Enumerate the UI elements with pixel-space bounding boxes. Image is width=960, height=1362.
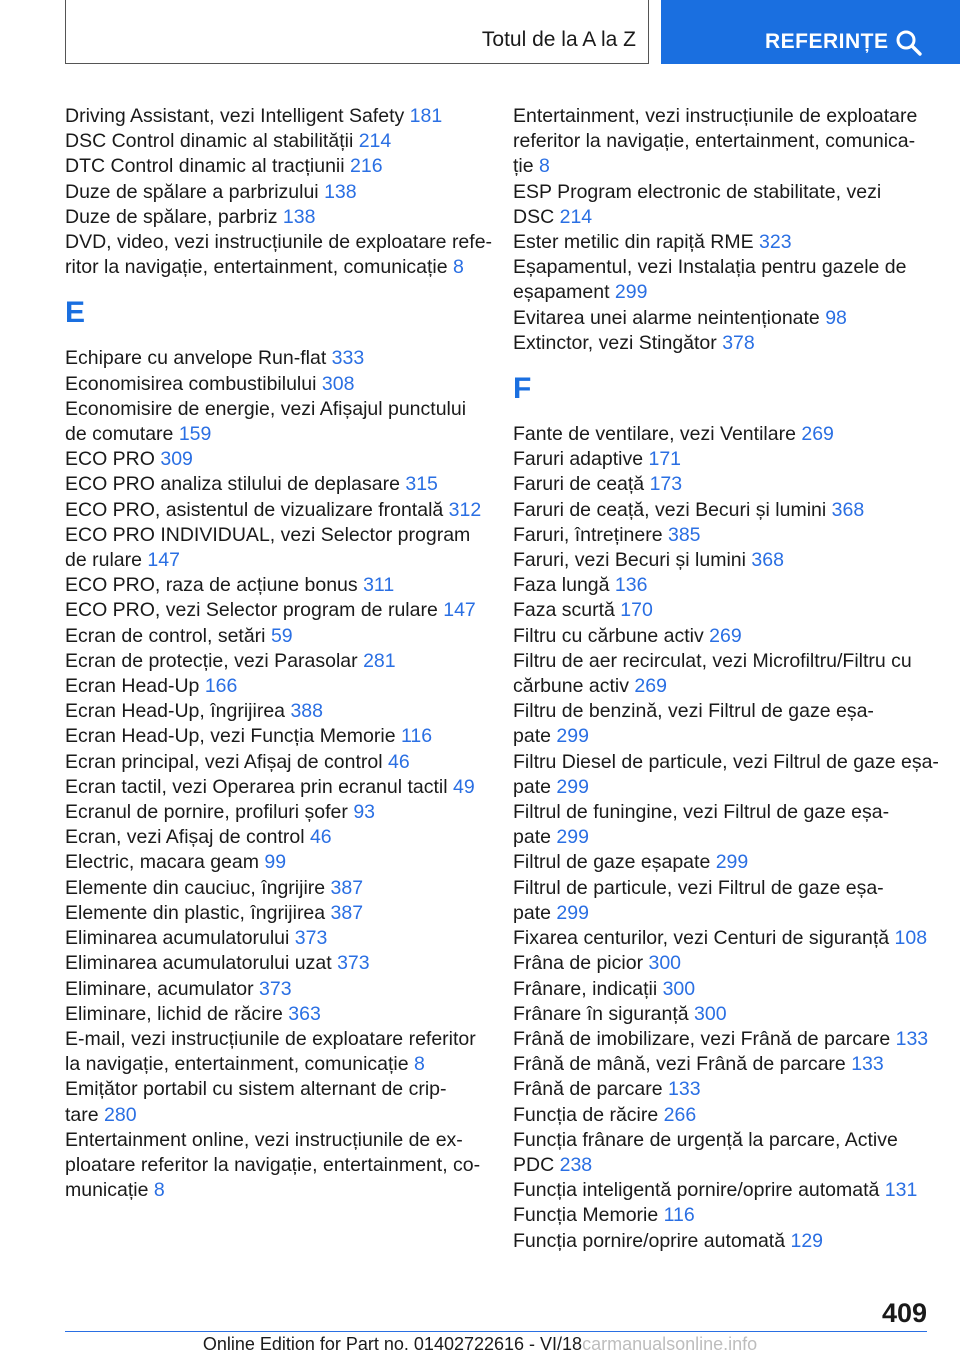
- page-link[interactable]: 300: [662, 977, 696, 1000]
- index-entry: [65, 1128, 485, 1204]
- entry-text: [65, 574, 394, 596]
- page-link[interactable]: 323: [759, 231, 792, 254]
- entry-text-line: Faruri de ceață: [513, 473, 650, 496]
- page-link[interactable]: 309: [160, 448, 193, 471]
- entry-text-line: Eliminarea acumulatorului: [65, 927, 295, 950]
- entry-text: [513, 280, 953, 305]
- page-link[interactable]: 181: [409, 105, 443, 127]
- entry-text-line: Frânare, indicații: [513, 977, 663, 1000]
- entry-text: [513, 473, 682, 495]
- page-link[interactable]: 8: [414, 1053, 425, 1076]
- entry-text-line: DSC Control dinamic al stabilității: [65, 130, 359, 153]
- entry-text: ESP Program electronic de stabilitate, vezi: [513, 180, 882, 203]
- entry-text: Filtrul de funingine, vezi Filtrul de gaze eșa‐: [513, 801, 890, 824]
- entry-text-line: Faruri, vezi Becuri și lumini: [513, 549, 752, 572]
- index-letter: E: [65, 296, 86, 330]
- entry-text: [65, 255, 485, 280]
- page-link[interactable]: 299: [556, 826, 589, 849]
- page-link[interactable]: 238: [559, 1153, 593, 1176]
- entry-text: [65, 373, 354, 395]
- index-entry: [513, 850, 953, 875]
- page-link[interactable]: 315: [405, 473, 438, 496]
- page-link[interactable]: 269: [634, 675, 667, 698]
- index-entry: [65, 346, 485, 371]
- entry-text-line: Eliminare, lichid de răcire: [65, 1002, 289, 1025]
- entry-text-line: Faruri de ceață, vezi Becuri și lumini: [513, 498, 832, 521]
- entry-text: [513, 825, 953, 850]
- page-link[interactable]: 136: [614, 574, 648, 597]
- index-column-left: [65, 104, 493, 1203]
- index-entry: [65, 951, 485, 976]
- entry-text: DVD, video, vezi instrucțiunile de exploatare refe‐: [65, 231, 493, 254]
- page-link[interactable]: 388: [290, 700, 323, 723]
- index-entry: [513, 699, 953, 749]
- entry-text: [513, 927, 927, 949]
- entry-text: [65, 725, 432, 747]
- index-entry: [65, 598, 485, 623]
- index-entry: [513, 977, 953, 1002]
- section-title: Totul de la A la Z: [481, 28, 636, 51]
- entry-text: [65, 625, 293, 647]
- page-link[interactable]: 214: [559, 205, 593, 228]
- page-link[interactable]: 387: [330, 876, 364, 899]
- entry-text: Filtru de aer recirculat, vezi Microfiltru/Filtru cu: [513, 649, 912, 672]
- index-entry: [65, 397, 485, 447]
- entry-text-line: Elemente din plastic, îngrijirea: [65, 901, 331, 924]
- index-entry: [65, 699, 485, 724]
- entry-text: [513, 574, 647, 596]
- index-entry: [65, 674, 485, 699]
- index-entry: [513, 649, 953, 699]
- entry-text-line: Ecran de protecție, vezi Parasolar: [65, 649, 364, 672]
- page-link[interactable]: 214: [358, 130, 392, 153]
- page-link[interactable]: 363: [288, 1002, 321, 1025]
- index-entry: [513, 1178, 953, 1203]
- index-entry: [65, 775, 485, 800]
- page-link[interactable]: 59: [270, 624, 293, 647]
- page-link[interactable]: 299: [556, 725, 589, 748]
- entry-text-line: Ester metilic din rapiță RME: [513, 231, 759, 254]
- page-link[interactable]: 129: [790, 1229, 824, 1252]
- entry-text: [513, 423, 834, 445]
- entry-text-line: Ecran de control, setări: [65, 624, 271, 647]
- entry-text-line: Fante de ventilare, vezi Ventilare: [513, 423, 802, 446]
- entry-text-line: ECO PRO, raza de acțiune bonus: [65, 574, 364, 597]
- entry-text: [65, 877, 363, 899]
- entry-text: [513, 1104, 696, 1126]
- index-entry: [513, 951, 953, 976]
- page-link[interactable]: 387: [330, 901, 364, 924]
- entry-text: [513, 1028, 928, 1050]
- entry-text-line: Funcția inteligentă pornire/oprire automată: [513, 1179, 885, 1202]
- index-entry: [65, 129, 485, 154]
- index-entry: [513, 1128, 953, 1178]
- entry-text-line: DSC: [513, 205, 560, 228]
- header-section-box: [65, 0, 649, 64]
- entry-text: Economisire de energie, vezi Afișajul punctului: [65, 397, 467, 420]
- entry-text-line: Filtrul de gaze eșapate: [513, 851, 716, 874]
- entry-text: Eșapamentul, vezi Instalația pentru gazele de: [513, 256, 907, 279]
- entry-text-line: ECO PRO, vezi Selector program de rulare: [65, 599, 444, 622]
- entry-text: Entertainment online, vezi instrucțiunile de ex‐: [65, 1128, 463, 1151]
- entry-text-line: ECO PRO: [65, 448, 161, 471]
- entry-text: [65, 155, 383, 177]
- entry-text-line: Duze de spălare a parbrizului: [65, 180, 325, 203]
- page-link[interactable]: 368: [751, 549, 784, 572]
- page-link[interactable]: 308: [321, 372, 355, 395]
- page-link[interactable]: 8: [153, 1179, 165, 1202]
- entry-text: [65, 422, 485, 447]
- page-link[interactable]: 173: [649, 473, 683, 496]
- page-link[interactable]: 159: [178, 423, 212, 446]
- entry-text-line: Elemente din cauciuc, îngrijire: [65, 876, 331, 899]
- index-entry: [513, 447, 953, 472]
- entry-text: [513, 625, 742, 647]
- entry-text-line: ritor la navigație, entertainment, comunicație: [65, 256, 454, 279]
- watermark: carmanualsonline.info: [582, 1334, 758, 1354]
- entry-text-line: Filtru cu cărbune activ: [513, 624, 710, 647]
- entry-text: Filtru Diesel de particule, vezi Filtrul de gaze eșa‐: [513, 750, 939, 773]
- entry-text-line: Evitarea unei alarme neintenționate: [513, 306, 826, 329]
- index-entry: [513, 598, 953, 623]
- index-entry: [513, 331, 953, 356]
- page-link[interactable]: 170: [620, 599, 653, 622]
- entry-text-line: municație: [65, 1179, 154, 1202]
- entry-text: [65, 801, 375, 823]
- entry-text: [513, 901, 953, 926]
- footer-edition: [0, 1334, 960, 1355]
- entry-text-line: Ecran principal, vezi Afișaj de control: [65, 750, 388, 773]
- page-link[interactable]: 373: [294, 927, 328, 950]
- entry-text-line: DTC Control dinamic al tracțiunii: [65, 155, 351, 178]
- entry-text: [513, 674, 953, 699]
- index-entry: [513, 104, 953, 180]
- page-link[interactable]: 280: [104, 1103, 137, 1126]
- index-entry: [65, 800, 485, 825]
- entry-text: [65, 751, 410, 773]
- page-link[interactable]: 99: [264, 851, 287, 874]
- entry-text: [65, 206, 315, 228]
- entry-text-line: Funcția de răcire: [513, 1103, 664, 1126]
- index-entry: [513, 1052, 953, 1077]
- entry-text-line: Funcția pornire/oprire automată: [513, 1229, 791, 1252]
- entry-text: [513, 307, 847, 329]
- page-link[interactable]: 46: [388, 750, 410, 773]
- entry-text-line: pate: [513, 901, 557, 924]
- index-entry: [513, 800, 953, 850]
- entry-text: [65, 473, 438, 495]
- page-link[interactable]: 299: [556, 901, 589, 924]
- index-entry: [65, 850, 485, 875]
- page-link[interactable]: 131: [884, 1179, 918, 1202]
- index-entry: [65, 104, 485, 129]
- entry-text: [65, 700, 323, 722]
- entry-text-line: Funcția Memorie: [513, 1204, 664, 1227]
- entry-text: [513, 724, 953, 749]
- entry-text: [513, 775, 953, 800]
- index-entry: [513, 255, 953, 305]
- entry-text-line: ECO PRO analiza stilului de deplasare: [65, 473, 406, 496]
- page-number: 409: [881, 1298, 927, 1328]
- index-entry: [65, 472, 485, 497]
- index-entry: [65, 1077, 485, 1127]
- page-link[interactable]: 300: [648, 952, 682, 975]
- index-entry: [513, 523, 953, 548]
- entry-text-line: eșapament: [513, 281, 615, 304]
- page-link[interactable]: 133: [668, 1078, 701, 1101]
- entry-text-line: de rulare: [65, 549, 148, 572]
- index-entry: [513, 1002, 953, 1027]
- footer-rule: [65, 1331, 927, 1332]
- entry-text-line: Frâna de picior: [513, 952, 649, 975]
- entry-text-line: tare: [65, 1103, 105, 1126]
- entry-text-line: Extinctor, vezi Stingător: [513, 331, 723, 354]
- entry-text-line: Ecran Head-Up, îngrijirea: [65, 700, 291, 723]
- entry-text: [65, 347, 364, 369]
- index-entry: [65, 649, 485, 674]
- page-link[interactable]: 373: [337, 952, 370, 975]
- index-entry: [513, 1077, 953, 1102]
- index-entry: [513, 573, 953, 598]
- entry-text-line: Frână de parcare: [513, 1078, 669, 1101]
- entry-text: Entertainment, vezi instrucțiunile de exploatare: [513, 105, 918, 127]
- entry-text: [513, 205, 953, 230]
- entry-text: [65, 826, 332, 848]
- index-entry: [65, 876, 485, 901]
- page-link[interactable]: 281: [363, 649, 396, 672]
- index-entry: [65, 724, 485, 749]
- entry-text: [513, 1003, 727, 1025]
- entry-text-line: Echipare cu anvelope Run-flat: [65, 347, 332, 370]
- index-entry: [513, 624, 953, 649]
- entry-text: ploatare referitor la navigație, entertainment, co‐: [65, 1153, 481, 1176]
- entry-text: [65, 1178, 485, 1203]
- entry-text: [513, 1204, 695, 1226]
- index-entry: [513, 498, 953, 523]
- page-link[interactable]: 49: [453, 775, 475, 798]
- page-link[interactable]: 8: [539, 155, 550, 178]
- index-entry: [513, 230, 953, 255]
- entry-text-line: ție: [513, 155, 540, 178]
- entry-text: referitor la navigație, entertainment, comunica‐: [513, 130, 916, 153]
- entry-text: [513, 549, 784, 571]
- index-entry: [513, 1103, 953, 1128]
- index-entry: [513, 422, 953, 447]
- page-link[interactable]: 138: [324, 180, 357, 203]
- entry-text-line: pate: [513, 826, 557, 849]
- entry-text: [513, 851, 748, 873]
- page-link[interactable]: 108: [894, 927, 928, 950]
- entry-text: [513, 1078, 701, 1100]
- entry-text: [65, 675, 237, 697]
- page-link[interactable]: 116: [663, 1204, 695, 1227]
- entry-text-line: Frână de mână, vezi Frână de parcare: [513, 1053, 852, 1076]
- page-link[interactable]: 300: [694, 1002, 727, 1025]
- page-link[interactable]: 216: [350, 155, 383, 178]
- entry-text-line: Ecran tactil, vezi Operarea prin ecranul tactil: [65, 775, 454, 798]
- index-entry: [65, 1027, 485, 1077]
- index-entry: [65, 573, 485, 598]
- entry-text: [65, 650, 396, 672]
- entry-text: [65, 902, 363, 924]
- entry-text-line: ECO PRO, asistentul de vizualizare frontală: [65, 498, 449, 521]
- index-entry: [513, 750, 953, 800]
- index-entry: [65, 372, 485, 397]
- edition-text: Online Edition for Part no. 01402722616 - VI/18: [202, 1334, 583, 1354]
- entry-text-line: Electric, macara geam: [65, 851, 265, 874]
- index-column-right: [513, 104, 953, 1254]
- entry-text: [513, 1230, 823, 1252]
- entry-text: [65, 1103, 485, 1128]
- page-link[interactable]: 373: [259, 977, 292, 1000]
- entry-text-line: Faruri, întreținere: [513, 523, 668, 546]
- page-link[interactable]: 299: [715, 851, 749, 874]
- page-link[interactable]: 299: [614, 281, 648, 304]
- index-entry: [65, 498, 485, 523]
- index-entry: [65, 205, 485, 230]
- entry-text: [65, 1052, 485, 1077]
- index-entry: [65, 926, 485, 951]
- entry-text: [513, 1179, 917, 1201]
- page-link[interactable]: 138: [282, 205, 316, 228]
- index-entry: [513, 1203, 953, 1228]
- index-entry: [513, 548, 953, 573]
- header-reference-tab[interactable]: [661, 0, 960, 64]
- entry-text: [513, 332, 755, 354]
- entry-text-line: Frânare în siguranță: [513, 1002, 695, 1025]
- entry-text: [65, 130, 391, 152]
- reference-tab-label: REFERINȚE: [765, 30, 889, 53]
- index-entry: [65, 624, 485, 649]
- entry-text: ECO PRO INDIVIDUAL, vezi Selector program: [65, 523, 471, 546]
- index-entry: [65, 1002, 485, 1027]
- entry-text-line: Driving Assistant, vezi Intelligent Safety: [65, 105, 410, 127]
- page-link[interactable]: 333: [331, 347, 365, 370]
- page-link[interactable]: 368: [831, 498, 865, 521]
- entry-text-line: Ecranul de pornire, profiluri șofer: [65, 801, 354, 824]
- index-entry: [65, 901, 485, 926]
- index-entry: [65, 154, 485, 179]
- entry-text-line: Ecran Head-Up: [65, 675, 205, 698]
- entry-text-line: Eliminarea acumulatorului uzat: [65, 952, 338, 975]
- entry-text: [513, 499, 864, 521]
- entry-text: [513, 1053, 884, 1075]
- entry-text-line: PDC: [513, 1153, 560, 1176]
- entry-text: [65, 1003, 321, 1025]
- entry-text: [65, 599, 476, 621]
- index-entry: [65, 180, 485, 205]
- page-link[interactable]: 93: [353, 801, 376, 824]
- index-entry: [65, 447, 485, 472]
- page-link[interactable]: 133: [895, 1027, 929, 1050]
- page-link[interactable]: 8: [453, 256, 464, 279]
- page-link[interactable]: 147: [443, 599, 476, 622]
- page-link[interactable]: 378: [722, 331, 755, 354]
- entry-text: Funcția frânare de urgență la parcare, Active: [513, 1128, 898, 1151]
- entry-text: [65, 851, 286, 873]
- entry-text-line: cărbune activ: [513, 675, 635, 698]
- index-entry: [513, 1027, 953, 1052]
- entry-text: [65, 978, 292, 1000]
- entry-text: [65, 952, 370, 974]
- entry-text-line: la navigație, entertainment, comunicație: [65, 1053, 415, 1076]
- page-link[interactable]: 116: [400, 725, 433, 748]
- index-entry: [65, 523, 485, 573]
- page-link[interactable]: 166: [204, 675, 238, 698]
- entry-text-line: Fixarea centurilor, vezi Centuri de siguranță: [513, 927, 895, 950]
- entry-text-line: Eliminare, acumulator: [65, 977, 259, 1000]
- page-link[interactable]: 299: [556, 775, 589, 798]
- entry-text: [65, 105, 442, 127]
- index-entry: [513, 926, 953, 951]
- index-entry: [65, 977, 485, 1002]
- entry-text: [65, 776, 475, 798]
- entry-text: E-mail, vezi instrucțiunile de exploatare referitor: [65, 1027, 476, 1050]
- page-link[interactable]: 46: [309, 826, 332, 849]
- entry-text-line: Ecran Head-Up, vezi Funcția Memorie: [65, 725, 401, 748]
- index-entry: [65, 825, 485, 850]
- page-link[interactable]: 266: [663, 1103, 697, 1126]
- index-entry: [513, 306, 953, 331]
- page-link[interactable]: 312: [448, 498, 482, 521]
- entry-text: [65, 548, 485, 573]
- entry-text-line: Faza lungă: [513, 574, 615, 597]
- entry-text-line: de comutare: [65, 423, 179, 446]
- index-entry: [513, 876, 953, 926]
- entry-text: [65, 499, 481, 521]
- entry-text: [513, 231, 792, 253]
- search-icon[interactable]: [895, 29, 923, 57]
- page-link[interactable]: 133: [851, 1053, 884, 1076]
- entry-text-line: Duze de spălare, parbriz: [65, 205, 283, 228]
- entry-text-line: Ecran, vezi Afișaj de control: [65, 826, 310, 849]
- index-entry: [65, 750, 485, 775]
- index-letter: F: [513, 372, 532, 406]
- entry-text: Filtru de benzină, vezi Filtrul de gaze eșa‐: [513, 700, 874, 723]
- page-link[interactable]: 147: [147, 549, 180, 572]
- page-link[interactable]: 311: [363, 574, 395, 597]
- entry-text: [65, 448, 193, 470]
- entry-text: [65, 927, 327, 949]
- entry-text: [513, 952, 681, 974]
- entry-text-line: Faza scurtă: [513, 599, 621, 622]
- entry-text-line: Faruri adaptive: [513, 448, 649, 471]
- page-link[interactable]: 269: [801, 423, 834, 446]
- page-link[interactable]: 98: [825, 306, 847, 329]
- entry-text: [65, 181, 357, 203]
- entry-text-line: pate: [513, 725, 557, 748]
- entry-text: [513, 448, 681, 470]
- entry-text: Filtrul de particule, vezi Filtrul de gaze eșa‐: [513, 876, 884, 899]
- index-entry: [513, 1229, 953, 1254]
- index-entry: [65, 230, 493, 280]
- entry-text: Emițător portabil cu sistem alternant de crip‐: [65, 1078, 447, 1101]
- entry-text: [513, 524, 701, 546]
- entry-text-line: Frână de imobilizare, vezi Frână de parcare: [513, 1027, 896, 1050]
- entry-text: [513, 1153, 953, 1178]
- index-entry: [513, 472, 953, 497]
- entry-text: [513, 154, 953, 179]
- entry-text-line: Economisirea combustibilului: [65, 372, 322, 395]
- entry-text-line: pate: [513, 775, 557, 798]
- page-link[interactable]: 385: [667, 523, 701, 546]
- entry-text: [513, 599, 653, 621]
- index-entry: [513, 180, 953, 230]
- page-link[interactable]: 171: [648, 448, 682, 471]
- entry-text: [513, 978, 695, 1000]
- page-link[interactable]: 269: [709, 624, 742, 647]
